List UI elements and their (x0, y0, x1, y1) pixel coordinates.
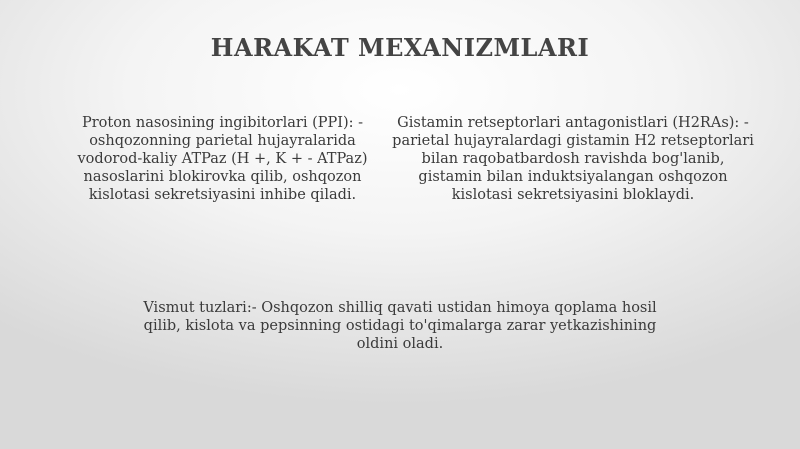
bismuth-mechanism-text: Vismut tuzlari:- Oshqozon shilliq qavati ustidan himoya qoplama hosil qilib, kislota va pepsinning ostidagi to'qimalarga zarar yetkazishining oldini oladi. (143, 300, 657, 352)
ppi-mechanism-text: Proton nasosining ingibitorlari (PPI): - oshqozonning parietal hujayralarida vodorod-kaliy ATPaz (H +, K + - ATPaz) nasoslarini blokirovka qilib, oshqozon kislotasi sekretsiyasini inhibe qiladi. (77, 115, 368, 203)
slide-title: HARAKAT MEXANIZMLARI (210, 33, 590, 62)
h2ra-mechanism-text: Gistamin retseptorlari antagonistlari (H2RAs): - parietal hujayralardagi gistamin H2 retseptorlari bilan raqobatbardosh ravishda bog'lanib, gistamin bilan induktsiyalangan oshqozon kislotasi sekretsiyasini bloklaydi. (392, 115, 754, 203)
